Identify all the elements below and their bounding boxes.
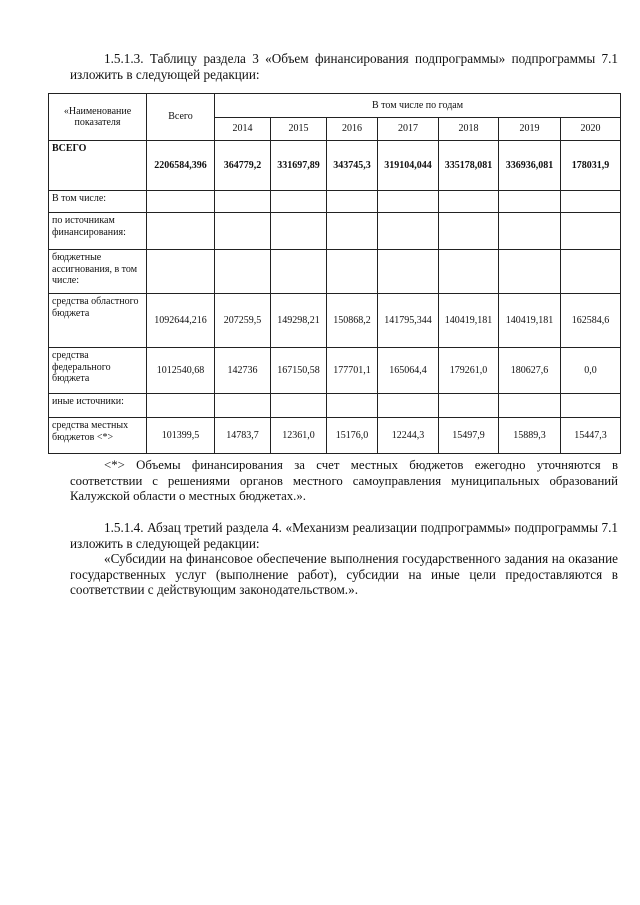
cell-value: 343745,3 [327, 141, 378, 191]
cell-value: 335178,081 [439, 141, 499, 191]
table-row [49, 418, 621, 454]
cell-value: 364779,2 [215, 141, 271, 191]
table-row [49, 250, 621, 294]
cell-value: 336936,081 [499, 141, 561, 191]
table-row [49, 191, 621, 213]
row-label: средства областного бюджета [49, 294, 147, 348]
cell-value: 15176,0 [327, 418, 378, 454]
header-total: Всего [147, 94, 215, 141]
cell-value: 165064,4 [378, 348, 439, 394]
cell-value: 14783,7 [215, 418, 271, 454]
cell-value: 319104,044 [378, 141, 439, 191]
paragraph-number: 1.5.1.4. [104, 520, 144, 535]
row-label: иные источники: [49, 394, 147, 418]
row-label: ВСЕГО [49, 141, 147, 191]
cell-value: 15889,3 [499, 418, 561, 454]
cell-value: 177701,1 [327, 348, 378, 394]
cell-value: 162584,6 [561, 294, 621, 348]
header-year: 2016 [327, 118, 378, 141]
cell-total: 101399,5 [147, 418, 215, 454]
table-header-row [49, 94, 621, 118]
quoted-text [70, 551, 618, 598]
header-years-group: В том числе по годам [215, 94, 621, 118]
quote-text: «Субсидии на финансовое обеспечение выполнения государственного задания на оказание государственных услуг (выполнение работ), субсидии на иные цели предоставляются в соответствии с действующим законодательством.». [70, 551, 618, 597]
cell-value: 178031,9 [561, 141, 621, 191]
cell-value: 15497,9 [439, 418, 499, 454]
row-label: по источникам финансирования: [49, 213, 147, 250]
header-year: 2019 [499, 118, 561, 141]
paragraph-number: 1.5.1.3. [104, 51, 144, 66]
cell-total: 1012540,68 [147, 348, 215, 394]
cell-value: 179261,0 [439, 348, 499, 394]
table-row [49, 294, 621, 348]
cell-value: 142736 [215, 348, 271, 394]
cell-value: 149298,21 [271, 294, 327, 348]
cell-value: 12244,3 [378, 418, 439, 454]
cell-value: 141795,344 [378, 294, 439, 348]
table-footnote [70, 458, 618, 505]
cell-value: 167150,58 [271, 348, 327, 394]
cell-value: 15447,3 [561, 418, 621, 454]
paragraph-1-5-1-3 [70, 51, 618, 82]
header-year: 2014 [215, 118, 271, 141]
header-year: 2018 [439, 118, 499, 141]
header-year: 2020 [561, 118, 621, 141]
header-year: 2017 [378, 118, 439, 141]
table-row-total [49, 141, 621, 191]
cell-value: 140419,181 [499, 294, 561, 348]
cell-value: 331697,89 [271, 141, 327, 191]
cell-value: 0,0 [561, 348, 621, 394]
row-label: В том числе: [49, 191, 147, 213]
table-row [49, 394, 621, 418]
financing-table [48, 93, 621, 454]
cell-value: 140419,181 [439, 294, 499, 348]
cell-value: 180627,6 [499, 348, 561, 394]
paragraph-1-5-1-4 [70, 520, 618, 551]
footnote-text: <*> Объемы финансирования за счет местных бюджетов ежегодно уточняются в соответствии с решениями органов местного самоуправления муниципальных образований Калужской области о местных бюджетах.». [70, 458, 618, 503]
cell-value: 150868,2 [327, 294, 378, 348]
table-row [49, 213, 621, 250]
row-label: бюджетные ассигнования, в том числе: [49, 250, 147, 294]
cell-value: 207259,5 [215, 294, 271, 348]
row-label: средства местных бюджетов <*> [49, 418, 147, 454]
cell-total: 1092644,216 [147, 294, 215, 348]
paragraph-text: Таблицу раздела 3 «Объем финансирования подпрограммы» подпрограммы 7.1 изложить в следующей редакции: [70, 51, 619, 82]
header-year: 2015 [271, 118, 327, 141]
row-label: средства федерального бюджета [49, 348, 147, 394]
header-indicator-name: «Наименование показателя [49, 94, 147, 141]
cell-total: 2206584,396 [147, 141, 215, 191]
paragraph-text: Абзац третий раздела 4. «Механизм реализации подпрограммы» подпрограммы 7.1 изложить в следующей редакции: [70, 520, 618, 551]
cell-value: 12361,0 [271, 418, 327, 454]
table-row [49, 348, 621, 394]
